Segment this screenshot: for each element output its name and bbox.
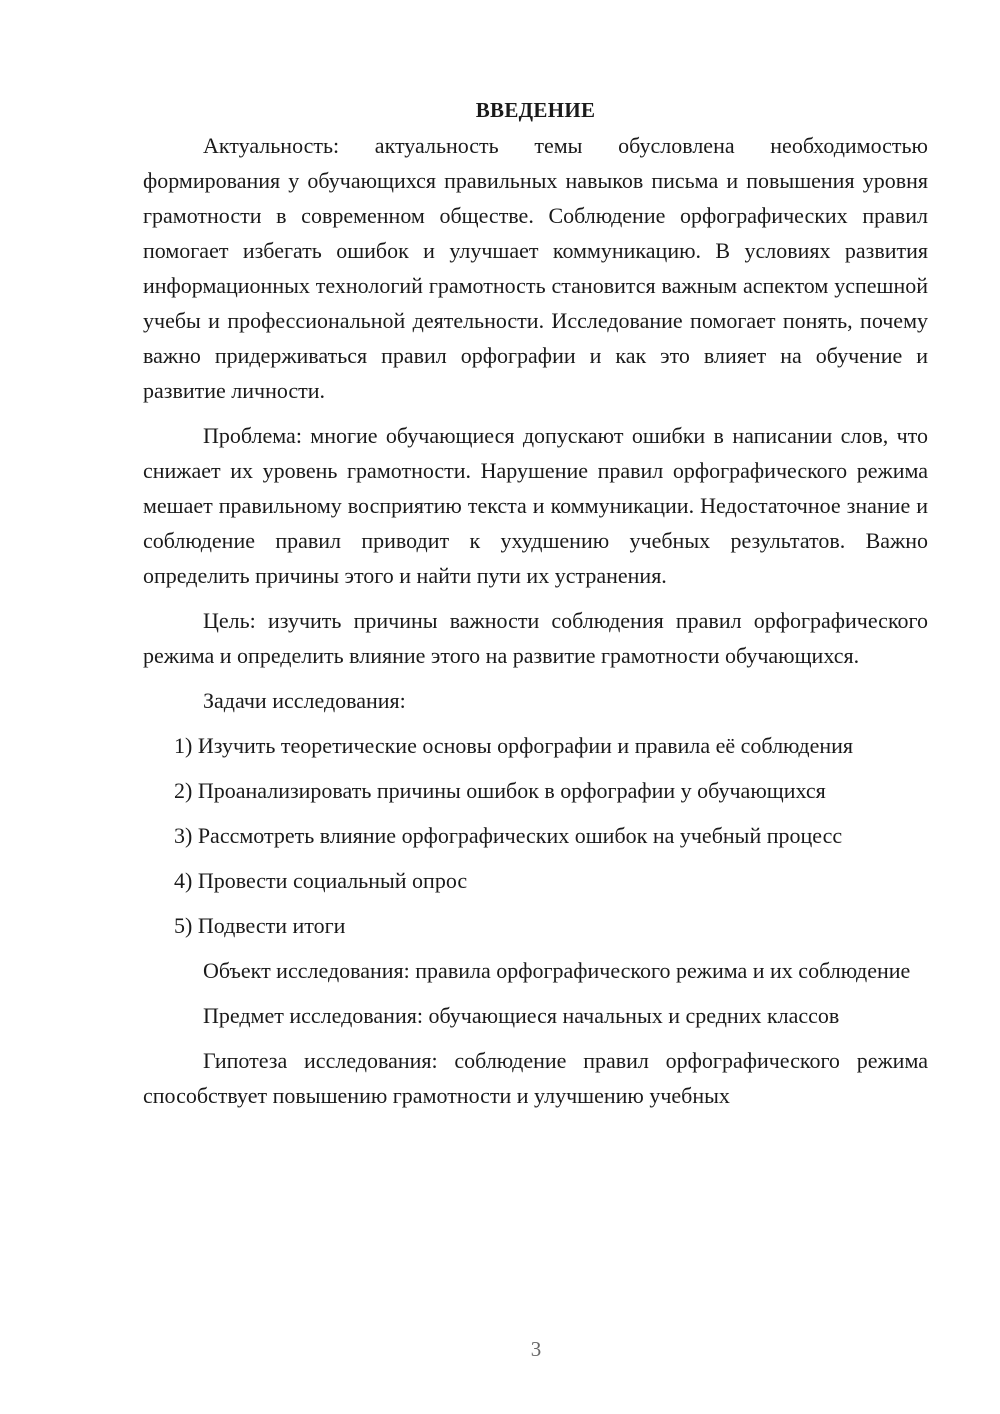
task-item: 4) Провести социальный опрос xyxy=(174,868,468,893)
task-item: 2) Проанализировать причины ошибок в орфографии у обучающихся xyxy=(174,778,826,803)
page-number: 3 xyxy=(530,1337,542,1361)
paragraph-subject: Предмет исследования: обучающиеся начальных и средних классов xyxy=(203,1003,840,1028)
task-item: 3) Рассмотреть влияние орфографических ошибок на учебный процесс xyxy=(174,823,843,848)
task-item: 1) Изучить теоретические основы орфографии и правила её соблюдения xyxy=(174,733,854,758)
paragraph-hypothesis: Гипотеза исследования: соблюдение правил орфографического режима способствует повышению грамотности и улучшению учебных xyxy=(143,1048,928,1108)
page-content xyxy=(143,93,928,1123)
page-title: ВВЕДЕНИЕ xyxy=(475,98,596,122)
paragraph-tasks-heading: Задачи исследования: xyxy=(203,688,406,713)
paragraph-goal: Цель: изучить причины важности соблюдения правил орфографического режима и определить влияние этого на развитие грамотности обучающихся. xyxy=(143,608,928,668)
paragraph-relevance: Актуальность: актуальность темы обусловлена необходимостью формирования у обучающихся правильных навыков письма и повышения уровня грамотности в современном обществе. Соблюдение орфографических правил помогает избегать ошибок и улучшает коммуникацию. В условиях развития информационных технологий грамотность становится важным аспектом успешной учебы и профессиональной деятельности. Исследование помогает понять, почему важно придерживаться правил орфографии и как это влияет на обучение и развитие личности. xyxy=(143,133,928,403)
task-item: 5) Подвести итоги xyxy=(174,913,346,938)
paragraph-object: Объект исследования: правила орфографического режима и их соблюдение xyxy=(203,958,911,983)
paragraph-problem: Проблема: многие обучающиеся допускают ошибки в написании слов, что снижает их уровень грамотности. Нарушение правил орфографического режима мешает правильному восприятию текста и коммуникации. Недостаточное знание и соблюдение правил приводит к ухудшению учебных результатов. Важно определить причины этого и найти пути их устранения. xyxy=(143,423,928,588)
